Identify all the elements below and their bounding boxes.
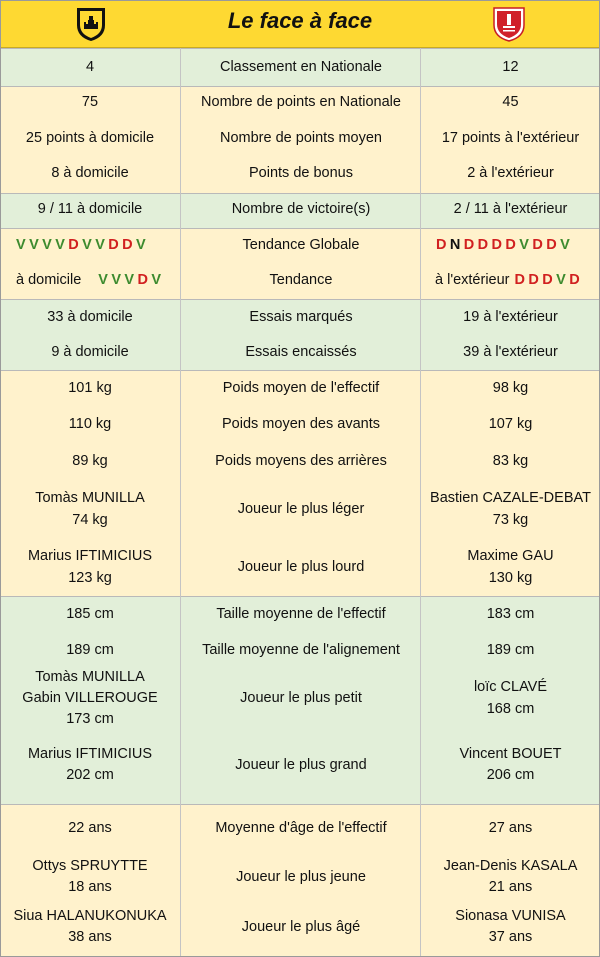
tendance-left xyxy=(16,270,164,291)
page-title: Le face à face xyxy=(227,8,373,33)
tendance-globale-right-result-9: D xyxy=(546,237,557,253)
plus-jeune-left-value: 18 ans xyxy=(68,879,112,895)
tendance-globale-right-result-3: D xyxy=(463,237,475,253)
tendance-right-result-2: D xyxy=(528,272,539,288)
poids-avants-label: Poids moyen des avants xyxy=(222,416,380,432)
tendance-right-prefix: à l'extérieur xyxy=(435,272,510,288)
plus-age-label: Joueur le plus âgé xyxy=(241,919,361,935)
essais-encaisses-right: 39 à l'extérieur xyxy=(463,344,558,360)
plus-petit-right-name: loïc CLAVÉ xyxy=(473,679,548,695)
essais-encaisses-label: Essais encaissés xyxy=(245,344,357,360)
tendance-globale-left-result-1: V xyxy=(16,237,26,253)
plus-jeune-left-name: Ottys SPRUYTTE xyxy=(32,858,148,874)
taille-alignement-left: 189 cm xyxy=(66,642,114,658)
classement-label: Classement en Nationale xyxy=(219,59,382,75)
plus-lourd-left-value: 123 kg xyxy=(68,570,112,586)
tendance-globale-right-result-10: V xyxy=(560,237,570,253)
essais-marques-left: 33 à domicile xyxy=(47,309,133,325)
plus-petit-left-name-2: Gabin VILLEROUGE xyxy=(22,690,158,706)
essais-marques-right: 19 à l'extérieur xyxy=(463,309,558,325)
tendance-left-prefix: à domicile xyxy=(16,272,82,288)
taille-effectif-left: 185 cm xyxy=(66,606,114,622)
tendance-globale-left-result-5: D xyxy=(68,237,79,253)
poids-arrieres-right: 83 kg xyxy=(492,453,529,469)
plus-lourd-right-name: Maxime GAU xyxy=(467,548,554,564)
carcassonne-logo-icon xyxy=(72,5,110,43)
bonus-right: 2 à l'extérieur xyxy=(467,165,554,181)
points-moyen-left: 25 points à domicile xyxy=(25,130,155,146)
victoires-left: 9 / 11 à domicile xyxy=(37,201,143,217)
tendance-globale-right-result-6: D xyxy=(505,237,516,253)
plus-age-left-name: Siua HALANUKONUKA xyxy=(13,908,167,924)
tendance-globale-left-result-6: V xyxy=(82,237,92,253)
plus-leger-right-name: Bastien CAZALE-DEBAT xyxy=(430,490,591,506)
points-moyen-label: Nombre de points moyen xyxy=(220,130,382,146)
tendance-right xyxy=(435,270,583,291)
tendance-right-result-5: D xyxy=(569,272,580,288)
tendance-left-result-2: V xyxy=(111,272,122,288)
tendance-globale-right-result-4: D xyxy=(477,237,489,253)
plus-petit-right-value: 168 cm xyxy=(486,701,535,717)
classement-left: 4 xyxy=(85,59,95,75)
age-moyen-label: Moyenne d'âge de l'effectif xyxy=(215,820,387,836)
plus-age-left-value: 38 ans xyxy=(68,929,112,945)
tendance-globale-left-result-2: V xyxy=(29,237,39,253)
poids-effectif-label: Poids moyen de l'effectif xyxy=(222,380,380,396)
age-moyen-right: 27 ans xyxy=(488,820,533,836)
tendance-globale-left-result-4: V xyxy=(55,237,65,253)
points-moyen-right: 17 points à l'extérieur xyxy=(441,130,580,146)
tendance-globale-right-result-8: D xyxy=(532,237,543,253)
tendance-globale-right-result-2: N xyxy=(449,237,461,253)
tendance-globale-label: Tendance Globale xyxy=(242,237,360,253)
plus-leger-left-name: Tomàs MUNILLA xyxy=(35,490,145,506)
poids-effectif-left: 101 kg xyxy=(68,380,112,396)
plus-petit-label: Joueur le plus petit xyxy=(240,690,362,706)
taille-alignement-label: Taille moyenne de l'alignement xyxy=(202,642,400,658)
tendance-globale-right xyxy=(436,235,573,256)
taille-alignement-right: 189 cm xyxy=(486,642,535,658)
tendance-left-result-5: V xyxy=(151,272,162,288)
victoires-label: Nombre de victoire(s) xyxy=(231,201,371,217)
plus-petit-left-value: 173 cm xyxy=(66,711,114,727)
plus-grand-left-name: Marius IFTIMICIUS xyxy=(27,746,153,762)
plus-jeune-label: Joueur le plus jeune xyxy=(236,869,366,885)
tendance-globale-right-result-5: D xyxy=(491,237,502,253)
poids-arrieres-label: Poids moyens des arrières xyxy=(215,453,387,469)
victoires-right: 2 / 11 à l'extérieur xyxy=(453,201,568,217)
age-moyen-left: 22 ans xyxy=(68,820,112,836)
poids-effectif-right: 98 kg xyxy=(492,380,529,396)
poids-avants-left: 110 kg xyxy=(68,416,112,432)
tendance-label: Tendance xyxy=(269,272,333,288)
plus-lourd-right-value: 130 kg xyxy=(488,570,533,586)
tendance-globale-left-result-3: V xyxy=(42,237,52,253)
points-label: Nombre de points en Nationale xyxy=(201,94,401,110)
plus-grand-right-value: 206 cm xyxy=(486,767,535,783)
taille-effectif-right: 183 cm xyxy=(486,606,535,622)
plus-grand-label: Joueur le plus grand xyxy=(235,757,367,773)
tendance-globale-left-result-9: D xyxy=(122,237,133,253)
plus-grand-left-value: 202 cm xyxy=(66,767,114,783)
plus-lourd-label: Joueur le plus lourd xyxy=(237,559,365,575)
plus-leger-right-value: 73 kg xyxy=(492,512,529,528)
tendance-globale-left-result-10: V xyxy=(136,237,146,253)
plus-age-right-name: Sionasa VUNISA xyxy=(455,908,566,924)
tendance-globale-left-result-7: V xyxy=(95,237,105,253)
tendance-left-result-1: V xyxy=(98,272,108,288)
taille-effectif-label: Taille moyenne de l'effectif xyxy=(216,606,386,622)
essais-encaisses-left: 9 à domicile xyxy=(51,344,129,360)
plus-leger-label: Joueur le plus léger xyxy=(237,501,365,517)
tendance-left-result-4: D xyxy=(137,272,148,288)
langon-logo-icon xyxy=(490,5,528,43)
points-left: 75 xyxy=(81,94,99,110)
essais-marques-label: Essais marqués xyxy=(249,309,353,325)
plus-jeune-right-name: Jean-Denis KASALA xyxy=(443,858,578,874)
plus-age-right-value: 37 ans xyxy=(488,929,533,945)
header-bar xyxy=(0,0,600,48)
bonus-left: 8 à domicile xyxy=(51,165,129,181)
plus-lourd-left-name: Marius IFTIMICIUS xyxy=(27,548,153,564)
plus-grand-right-name: Vincent BOUET xyxy=(459,746,562,762)
tendance-right-result-4: V xyxy=(556,272,566,288)
plus-petit-left-name-1: Tomàs MUNILLA xyxy=(35,669,145,685)
tendance-globale-right-result-1: D xyxy=(436,237,447,253)
tendance-globale-right-result-7: V xyxy=(519,237,529,253)
plus-leger-left-value: 74 kg xyxy=(72,512,108,528)
plus-jeune-right-value: 21 ans xyxy=(488,879,533,895)
poids-arrieres-left: 89 kg xyxy=(72,453,108,469)
points-right: 45 xyxy=(502,94,519,110)
tendance-globale-left-result-8: D xyxy=(108,237,119,253)
bonus-label: Points de bonus xyxy=(249,165,353,181)
tendance-right-result-1: D xyxy=(514,272,525,288)
poids-avants-right: 107 kg xyxy=(488,416,533,432)
classement-right: 12 xyxy=(502,59,519,75)
tendance-globale-left xyxy=(16,235,149,256)
tendance-left-result-3: V xyxy=(124,272,135,288)
tendance-right-result-3: D xyxy=(542,272,553,288)
